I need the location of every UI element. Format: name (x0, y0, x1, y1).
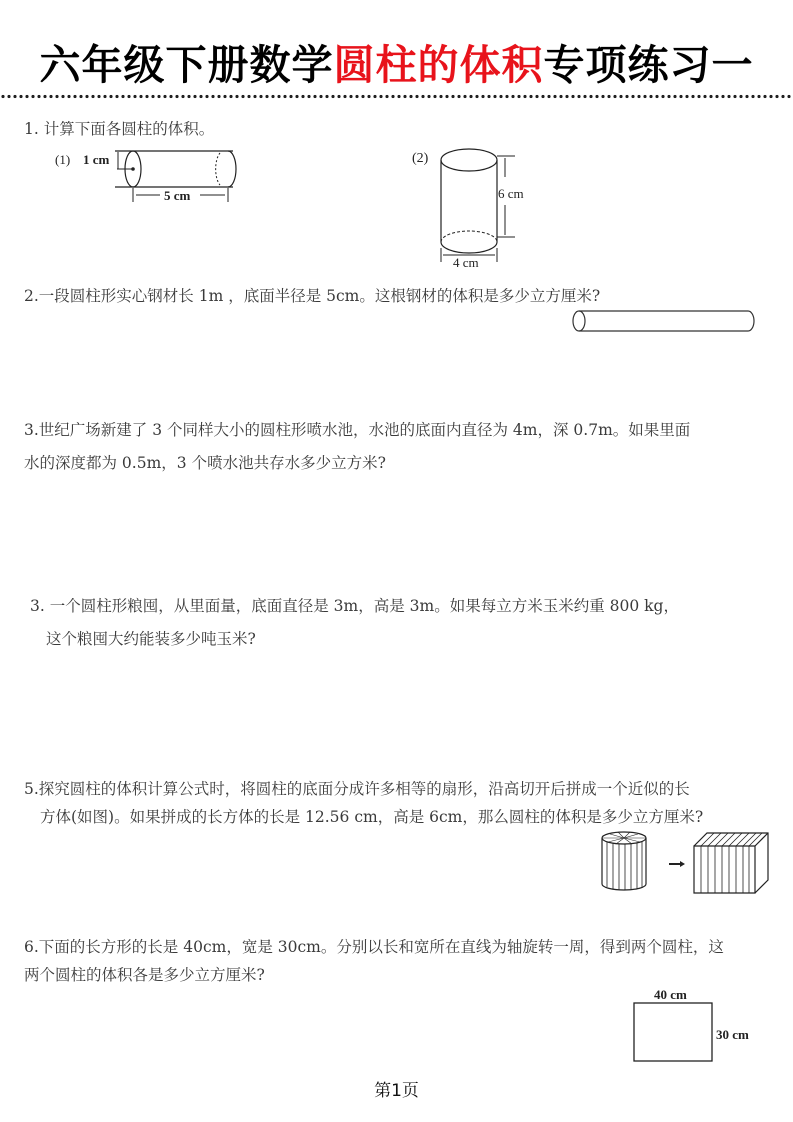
figure-1-radius: 1 cm (83, 152, 110, 167)
question-4-line-1: 3. 一个圆柱形粮囤，从里面量，底面直径是 3m，高是 3m。如果每立方米玉米约重 800 kg， (30, 597, 679, 615)
question-1: 1. 计算下面各圆柱的体积。 (24, 120, 215, 138)
cylinder-figure-1 (50, 145, 250, 205)
question-4-line-2: 这个粮囤大约能装多少吨玉米? (46, 630, 256, 648)
rectangle-length: 40 cm (654, 987, 687, 1002)
question-6-line-2: 两个圆柱的体积各是多少立方厘米? (24, 966, 265, 984)
cylinder-to-cuboid-figure (600, 830, 770, 895)
steel-rod-figure (568, 310, 758, 334)
question-5-line-1: 5.探究圆柱的体积计算公式时，将圆柱的底面分成许多相等的扇形，沿高切开后拼成一个近似的长 (24, 780, 690, 798)
page-title (0, 32, 793, 91)
figure-1-label: (1) (55, 152, 71, 167)
rectangle-figure (630, 985, 760, 1065)
question-3-line-1: 3.世纪广场新建了 3 个同样大小的圆柱形喷水池，水池的底面内直径为 4m，深 0.7m。如果里面 (24, 421, 691, 439)
figure-2-height: 6 cm (498, 186, 524, 201)
figure-2-label: (2) (412, 151, 429, 166)
question-5-line-2: 方体(如图)。如果拼成的长方体的长是 12.56 cm，高是 6cm，那么圆柱的体积是多少立方厘米? (40, 808, 704, 826)
title-prefix: 六年级下册数学 (39, 41, 334, 89)
figure-2-diameter: 4 cm (453, 255, 479, 270)
question-2: 2.一段圆柱形实心钢材长 1m ，底面半径是 5cm。这根钢材的体积是多少立方厘米? (24, 287, 601, 305)
question-3-line-2: 水的深度都为 0.5m，3 个喷水池共存水多少立方米? (24, 454, 386, 472)
cylinder-figure-2 (408, 145, 548, 270)
page-number: 第1页 (374, 1081, 419, 1101)
rectangle-width: 30 cm (716, 1027, 749, 1042)
question-6-line-1: 6.下面的长方形的长是 40cm，宽是 30cm。分别以长和宽所在直线为轴旋转一周，得到两个圆柱，这 (24, 938, 724, 956)
title-highlight: 圆柱的体积 (333, 41, 544, 89)
figure-1-length: 5 cm (164, 188, 191, 203)
dotted-divider (0, 94, 793, 99)
title-suffix: 专项练习一 (543, 41, 754, 89)
